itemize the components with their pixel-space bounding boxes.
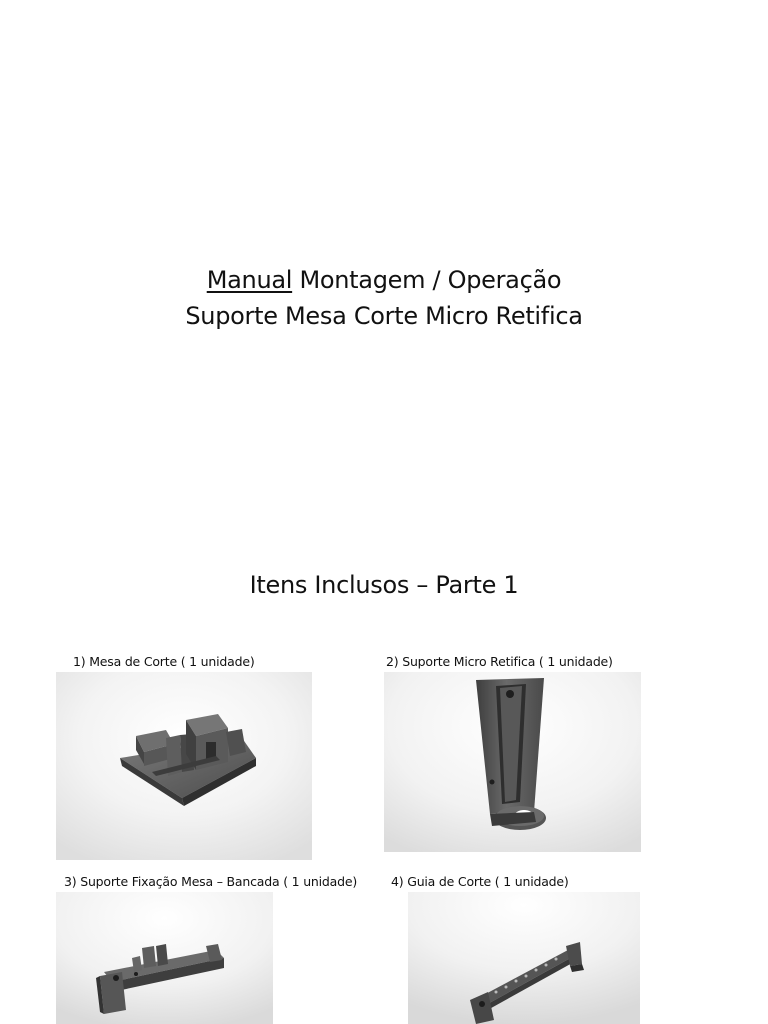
document-title xyxy=(0,262,768,334)
item-image-suporte-fixacao-mesa xyxy=(56,892,273,1024)
item-image-guia-de-corte xyxy=(408,892,640,1024)
title-manual-word: Manual xyxy=(206,266,293,294)
title-line-1 xyxy=(0,262,768,298)
item-image-suporte-micro-retifica xyxy=(384,672,641,852)
item-label-4: 4) Guia de Corte ( 1 unidade) xyxy=(391,874,569,889)
item-label-3: 3) Suporte Fixação Mesa – Bancada ( 1 unidade) xyxy=(64,874,358,889)
item-label-1: 1) Mesa de Corte ( 1 unidade) xyxy=(73,654,255,669)
item-image-mesa-de-corte xyxy=(56,672,312,860)
title-line-1-rest: Montagem / Operação xyxy=(292,266,562,294)
title-line-2: Suporte Mesa Corte Micro Retifica xyxy=(185,302,583,330)
item-label-2: 2) Suporte Micro Retifica ( 1 unidade) xyxy=(386,654,613,669)
section-heading: Itens Inclusos – Parte 1 xyxy=(249,571,519,599)
